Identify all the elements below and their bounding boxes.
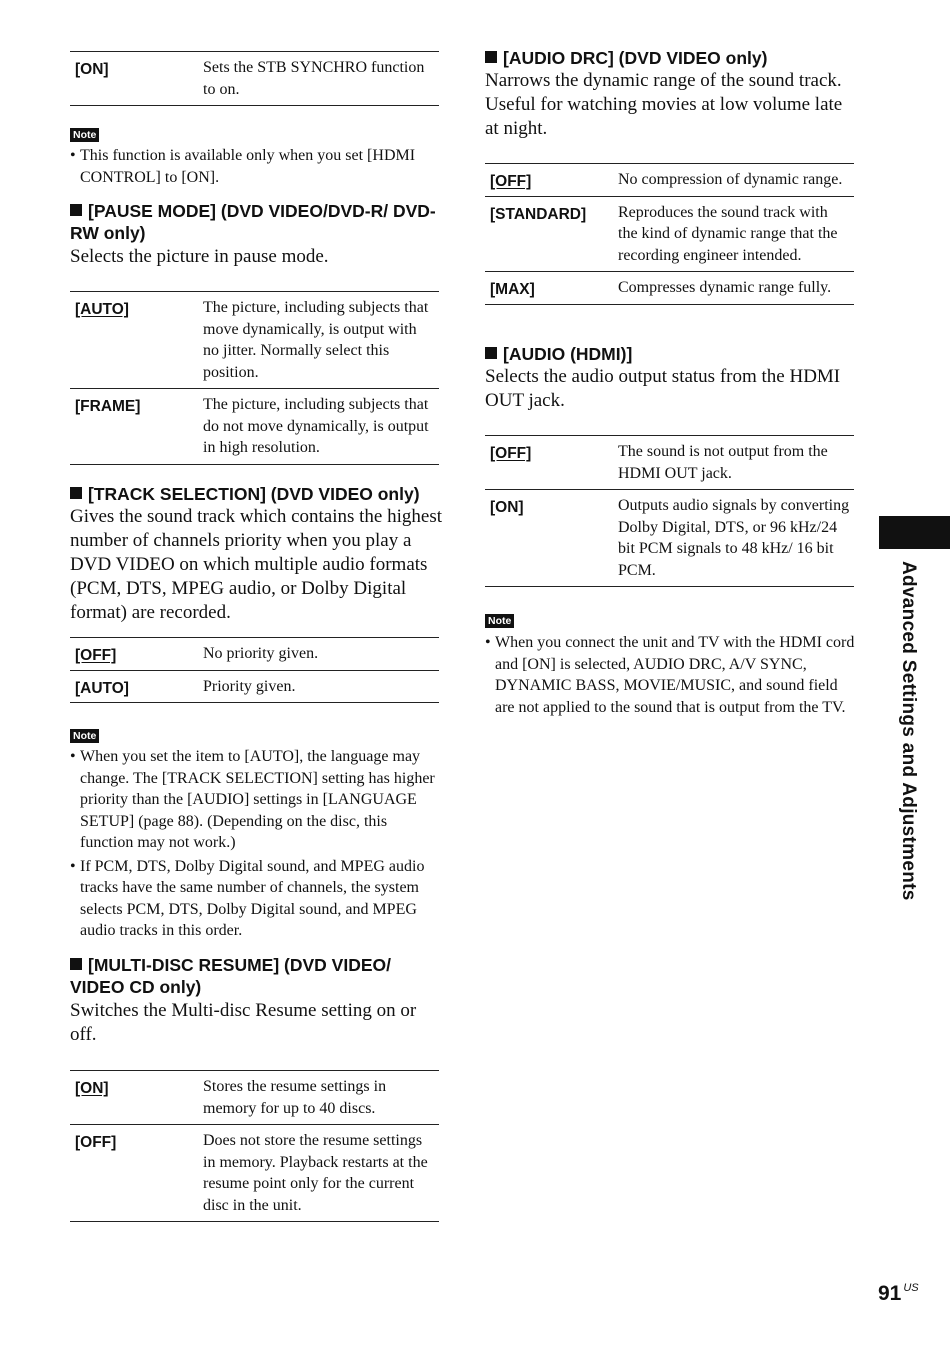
page-number <box>878 1282 919 1306</box>
note-item: • If PCM, DTS, Dolby Digital sound, and MPEG audio tracks have the same number of channels, the system selects PCM, DTS, Dolby Digital sound, and MPEG audio tracks in this order. <box>70 856 442 942</box>
audio-drc-intro: Narrows the dynamic range of the sound track. Useful for watching movies at low volume late at night. <box>485 70 843 139</box>
note-item: • This function is available only when you set [HDMI CONTROL] to [ON]. <box>70 145 442 188</box>
pause-mode-intro: Selects the picture in pause mode. <box>70 246 329 267</box>
note-list <box>70 746 442 944</box>
note-list <box>485 632 857 720</box>
option-key: [ON] <box>75 1080 109 1097</box>
option-desc: Compresses dynamic range fully. <box>618 279 832 296</box>
option-desc: Does not store the resume settings in memory. Playback restarts at the resume point only for the current disc in the unit. <box>203 1132 428 1214</box>
page-number-suffix: US <box>903 1282 919 1294</box>
option-key: [OFF] <box>490 173 532 190</box>
option-key: [OFF] <box>490 445 532 462</box>
option-key: [OFF] <box>75 1134 117 1151</box>
table-row <box>485 490 854 587</box>
square-bullet-icon <box>70 487 82 499</box>
option-key: [MAX] <box>490 281 535 298</box>
table-row <box>70 1125 439 1222</box>
table-row <box>70 52 439 106</box>
multi-disc-table <box>70 1070 439 1222</box>
track-selection-intro: Gives the sound track which contains the highest number of channels priority when you play a DVD VIDEO on which multiple audio formats (PCM, DTS, MPEG audio, or Dolby Digital format) are recorded. <box>70 506 443 623</box>
option-key: [OFF] <box>75 647 117 664</box>
table-row <box>70 292 439 389</box>
audio-hdmi-table <box>485 435 854 587</box>
option-desc: Reproduces the sound track with the kind of dynamic range that the recording engineer intended. <box>618 203 838 264</box>
table-row <box>70 671 439 704</box>
audio-hdmi-heading: [AUDIO (HDMI)] <box>485 343 860 365</box>
option-desc: No priority given. <box>203 645 319 662</box>
table-row <box>485 197 854 273</box>
square-bullet-icon <box>70 204 82 216</box>
option-desc: The picture, including subjects that do not move dynamically, is output in high resolution. <box>203 396 429 456</box>
note-badge: Note <box>70 729 99 743</box>
square-bullet-icon <box>485 51 497 63</box>
option-desc: No compression of dynamic range. <box>618 171 843 188</box>
table-row <box>485 436 854 490</box>
pause-mode-heading: [PAUSE MODE] (DVD VIDEO/DVD-R/ DVD-RW only) <box>70 201 436 243</box>
audio-drc-table <box>485 163 854 305</box>
multi-disc-intro: Switches the Multi-disc Resume setting on or off. <box>70 1000 417 1045</box>
stb-synchro-table <box>70 51 439 106</box>
note-item: • When you connect the unit and TV with the HDMI cord and [ON] is selected, AUDIO DRC, A/V SYNC, DYNAMIC BASS, MOVIE/MUSIC, and sound field are not applied to the sound that is output from the TV. <box>485 632 857 718</box>
option-desc: The picture, including subjects that move dynamically, is output with no jitter. Normally select this position. <box>203 299 429 381</box>
table-row <box>485 272 854 305</box>
option-key: [AUTO] <box>75 679 129 697</box>
note-list <box>70 145 442 190</box>
audio-drc-heading: [AUDIO DRC] (DVD VIDEO only) <box>485 47 860 69</box>
table-row <box>70 389 439 465</box>
audio-hdmi-intro: Selects the audio output status from the HDMI OUT jack. <box>485 366 841 411</box>
option-desc: Outputs audio signals by converting Dolby Digital, DTS, or 96 kHz/24 bit PCM signals to 48 kHz/ 16 bit PCM. <box>618 497 850 579</box>
note-badge: Note <box>485 614 514 628</box>
table-row <box>70 638 439 671</box>
square-bullet-icon <box>70 958 82 970</box>
option-key: [ON] <box>490 499 524 516</box>
section-tab-label: Advanced Settings and Adjustments <box>898 561 919 901</box>
page-number-value: 91 <box>878 1282 902 1305</box>
pause-mode-table <box>70 291 439 465</box>
section-tab-marker <box>879 516 950 549</box>
option-key: [STANDARD] <box>490 205 587 223</box>
option-key: [AUTO] <box>75 301 129 318</box>
option-key: [FRAME] <box>75 398 141 415</box>
option-desc: Priority given. <box>203 677 296 695</box>
table-row <box>485 164 854 197</box>
track-selection-heading: [TRACK SELECTION] (DVD VIDEO only) <box>70 483 445 505</box>
option-desc: Stores the resume settings in memory for up to 40 discs. <box>203 1078 387 1117</box>
note-item: • When you set the item to [AUTO], the language may change. The [TRACK SELECTION] setting has higher priority than the [AUDIO] settings in [LANGUAGE SETUP] (page 88). (Depending on the disc, this function may not work.) <box>70 746 442 854</box>
multi-disc-heading: [MULTI-DISC RESUME] (DVD VIDEO/ VIDEO CD only) <box>70 955 392 997</box>
option-desc: Sets the STB SYNCHRO function to on. <box>203 59 425 98</box>
option-key: [ON] <box>75 61 109 78</box>
note-badge: Note <box>70 128 99 142</box>
option-desc: The sound is not output from the HDMI OUT jack. <box>618 443 828 482</box>
track-selection-table <box>70 637 439 703</box>
table-row <box>70 1071 439 1125</box>
square-bullet-icon <box>485 347 497 359</box>
